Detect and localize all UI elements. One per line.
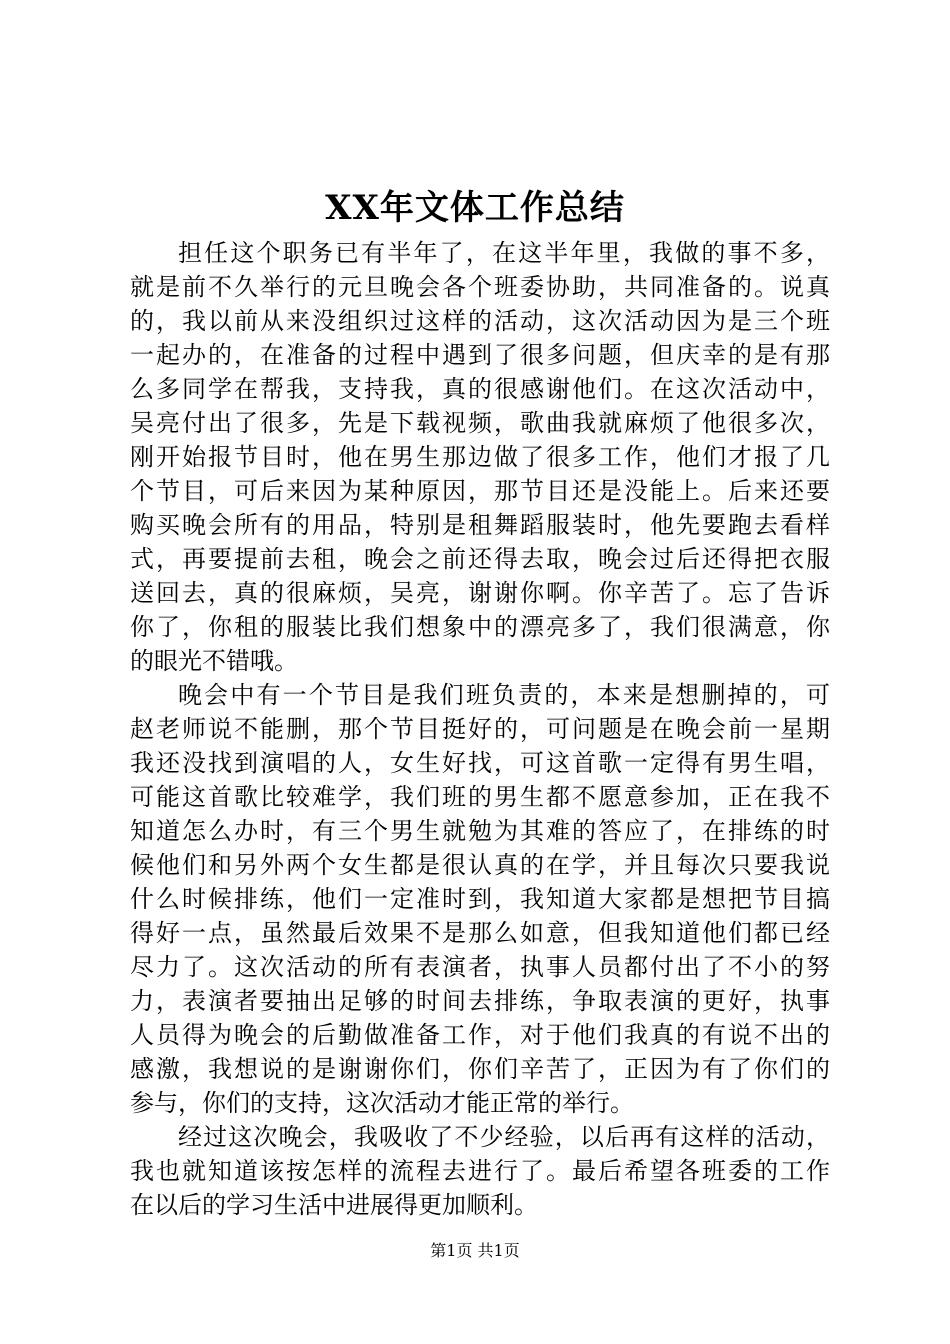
paragraph-1-line: 一起办的，在准备的过程中遇到了很多问题，但庆幸的是有那 bbox=[130, 341, 830, 369]
paragraph-2-line: 得好一点，虽然最后效果不是那么如意，但我知道他们都已经 bbox=[130, 919, 830, 947]
paragraph-1-line: 担任这个职务已有半年了，在这半年里，我做的事不多， bbox=[178, 239, 830, 267]
paragraph-1-line: 么多同学在帮我，支持我，真的很感谢他们。在这次活动中， bbox=[130, 375, 830, 403]
paragraph-3-line: 我也就知道该按怎样的流程去进行了。最后希望各班委的工作 bbox=[130, 1157, 830, 1185]
paragraph-1-line: 式，再要提前去租，晚会之前还得去取，晚会过后还得把衣服 bbox=[130, 545, 830, 573]
paragraph-2-line: 候他们和另外两个女生都是很认真的在学，并且每次只要我说 bbox=[130, 851, 830, 879]
paragraph-1-line: 刚开始报节目时，他在男生那边做了很多工作，他们才报了几 bbox=[130, 443, 830, 471]
page-footer: 第1页 共1页 bbox=[430, 1241, 520, 1260]
paragraph-3-line: 在以后的学习生活中进展得更加顺利。 bbox=[130, 1191, 538, 1219]
paragraph-2-line: 感激，我想说的是谢谢你们，你们辛苦了，正因为有了你们的 bbox=[130, 1055, 830, 1083]
paragraph-3-line: 经过这次晚会，我吸收了不少经验，以后再有这样的活动， bbox=[178, 1123, 830, 1151]
paragraph-2-line: 参与，你们的支持，这次活动才能正常的举行。 bbox=[130, 1089, 634, 1117]
paragraph-1-line: 你了，你租的服装比我们想象中的漂亮多了，我们很满意，你 bbox=[130, 613, 830, 641]
paragraph-1-line: 吴亮付出了很多，先是下载视频，歌曲我就麻烦了他很多次， bbox=[130, 409, 830, 437]
paragraph-1-line: 个节目，可后来因为某种原因，那节目还是没能上。后来还要 bbox=[130, 477, 830, 505]
paragraph-1-line: 购买晚会所有的用品，特别是租舞蹈服装时，他先要跑去看样 bbox=[130, 511, 830, 539]
paragraph-1-line: 的眼光不错哦。 bbox=[130, 647, 298, 675]
paragraph-1-line: 的，我以前从来没组织过这样的活动，这次活动因为是三个班 bbox=[130, 307, 830, 335]
document-title: XX年文体工作总结 bbox=[325, 188, 625, 228]
paragraph-2-line: 尽力了。这次活动的所有表演者，执事人员都付出了不小的努 bbox=[130, 953, 830, 981]
paragraph-2-line: 我还没找到演唱的人，女生好找，可这首歌一定得有男生唱， bbox=[130, 749, 830, 777]
paragraph-2-line: 可能这首歌比较难学，我们班的男生都不愿意参加，正在我不 bbox=[130, 783, 830, 811]
paragraph-2-line: 力，表演者要抽出足够的时间去排练，争取表演的更好，执事 bbox=[130, 987, 830, 1015]
paragraph-1-line: 送回去，真的很麻烦，吴亮，谢谢你啊。你辛苦了。忘了告诉 bbox=[130, 579, 830, 607]
paragraph-2-line: 晚会中有一个节目是我们班负责的，本来是想删掉的，可 bbox=[178, 681, 830, 709]
paragraph-2-line: 知道怎么办时，有三个男生就勉为其难的答应了，在排练的时 bbox=[130, 817, 830, 845]
paragraph-1-line: 就是前不久举行的元旦晚会各个班委协助，共同准备的。说真 bbox=[130, 273, 830, 301]
paragraph-2-line: 什么时候排练，他们一定准时到，我知道大家都是想把节目搞 bbox=[130, 885, 830, 913]
paragraph-2-line: 人员得为晚会的后勤做准备工作，对于他们我真的有说不出的 bbox=[130, 1021, 830, 1049]
paragraph-2-line: 赵老师说不能删，那个节目挺好的，可问题是在晚会前一星期 bbox=[130, 715, 830, 743]
